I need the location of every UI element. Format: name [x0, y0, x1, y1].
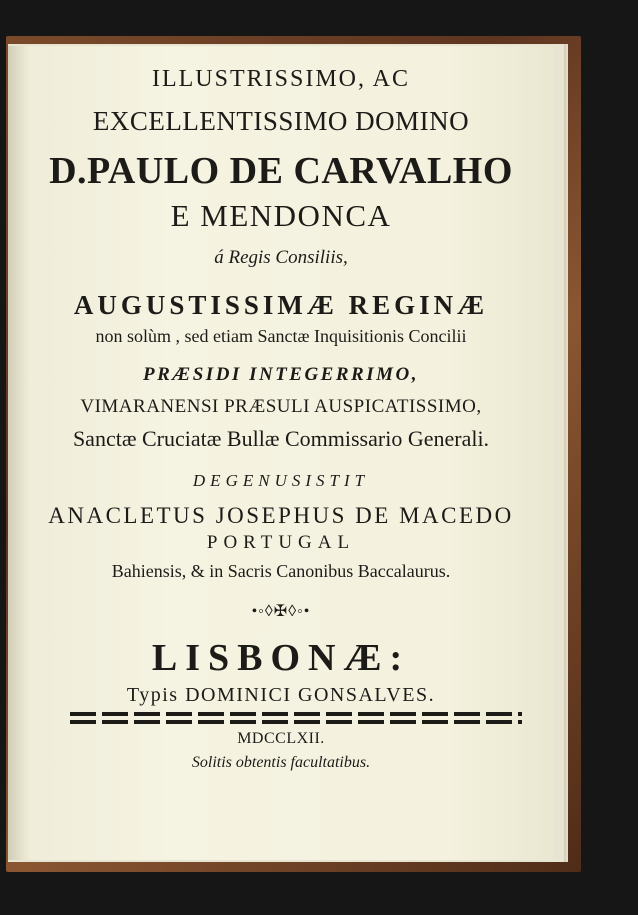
title-page [8, 46, 554, 860]
author-name: ANACLETUS JOSEPHUS DE MACEDO [48, 503, 514, 528]
imprint-printer: Typis DOMINICI GONSALVES. [126, 684, 436, 706]
title-line-11: DEGENUSISTIT [192, 471, 370, 490]
dedicatee-name: D.PAULO DE CARVALHO [49, 150, 513, 192]
title-line-5: á Regis Consiliis, [214, 247, 348, 268]
decorative-rule-top [70, 712, 522, 716]
imprint-license: Solitis obtentis facultatibus. [191, 754, 371, 771]
dedicatee-surname: E MENDONCA [170, 198, 392, 233]
author-description: Bahiensis, & in Sacris Canonibus Baccalaurus. [111, 561, 451, 581]
dedication-line-1: ILLUSTRISSIMO, AC [151, 66, 411, 92]
title-line-7: non solùm , sed etiam Sanctæ Inquisitionis Concilii [95, 326, 467, 346]
printer-ornament: •◦◊✠◊◦• [251, 603, 311, 620]
imprint-year: MDCCLXII. [237, 730, 325, 747]
title-line-10: Sanctæ Cruciatæ Bullæ Commissario Generali. [72, 426, 490, 451]
imprint-place: LISBONÆ: [151, 637, 411, 679]
title-line-8: PRÆSIDI INTEGERRIMO, [143, 364, 419, 385]
title-line-6: AUGUSTISSIMÆ REGINÆ [73, 290, 489, 320]
decorative-rule-bottom [70, 720, 522, 724]
title-line-9: VIMARANENSI PRÆSULI AUSPICATISSIMO, [80, 396, 482, 417]
dedication-line-2: EXCELLENTISSIMO DOMINO [92, 106, 470, 136]
author-surname: PORTUGAL [206, 532, 356, 553]
